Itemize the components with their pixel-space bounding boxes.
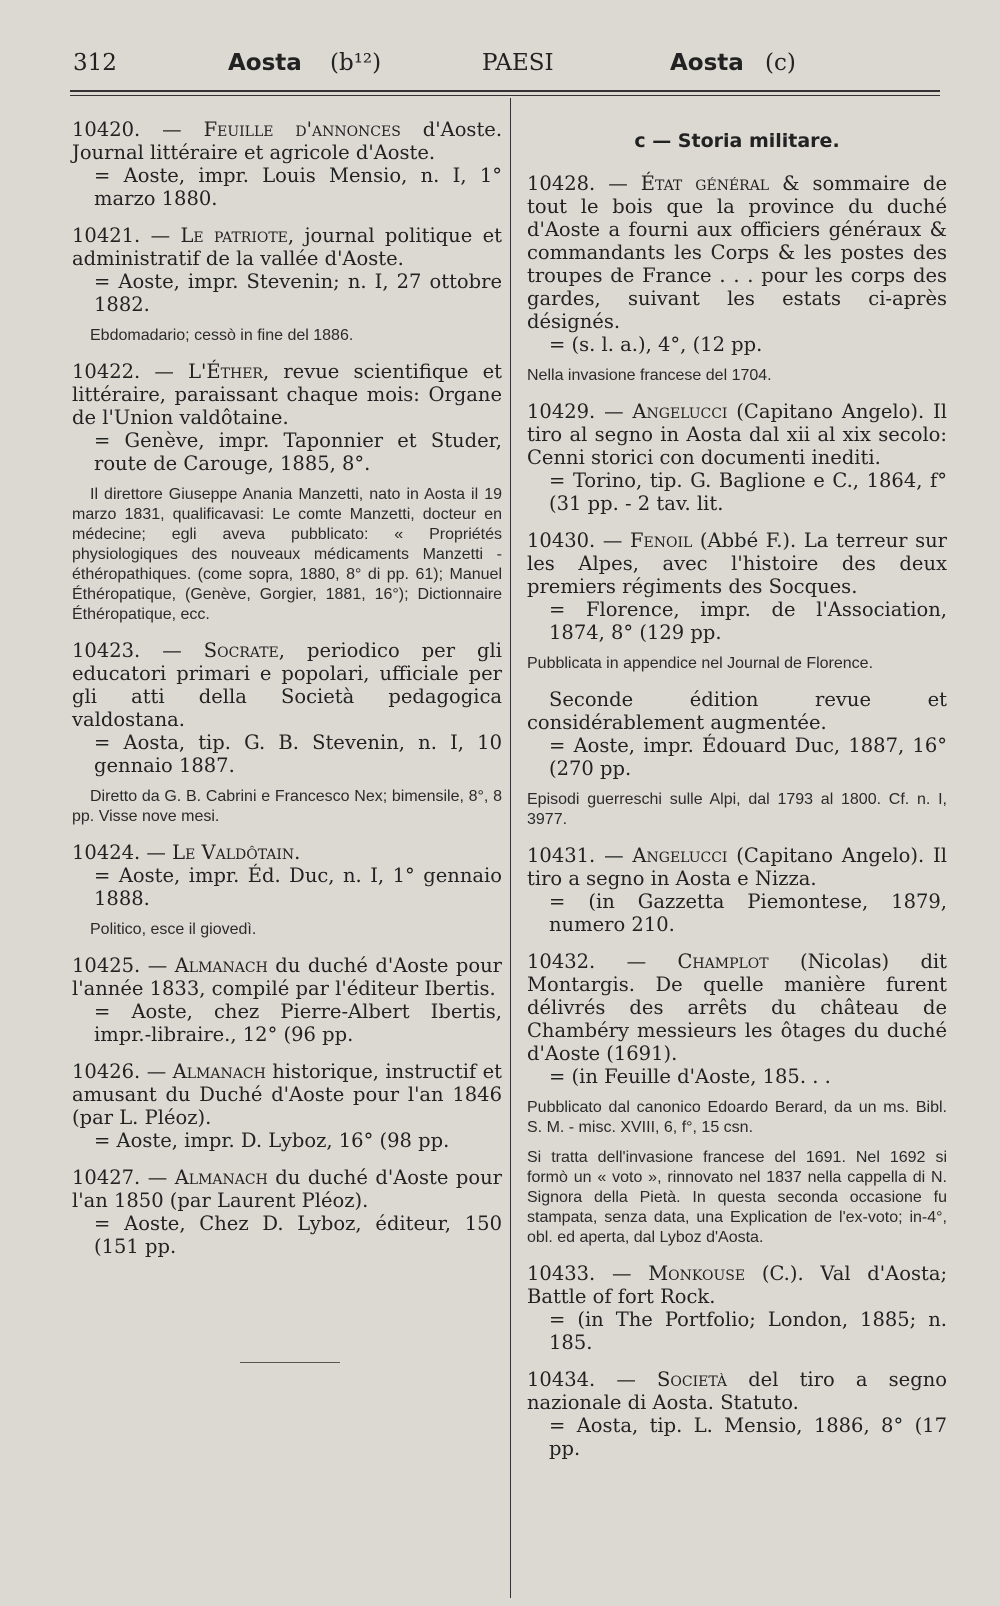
entry-number: 10433. — bbox=[527, 1262, 632, 1285]
entry-title: (Capitano Angelo). Il tiro al segno in Aosta dal xii al xix secolo: Cenni storici con documenti inediti. bbox=[527, 400, 947, 469]
entry-10423 bbox=[72, 639, 502, 777]
entry-note: Pubblicata in appendice nel Journal de Florence. bbox=[527, 655, 874, 672]
entry-title: revue scientifique et littéraire, paraissant chaque mois: Organe de l'Union valdôtaine. bbox=[72, 360, 502, 429]
entry-10431 bbox=[527, 844, 947, 936]
entry-title: (Abbé F.). La terreur sur les Alpes, avec l'histoire des deux premiers régiments des Socques. bbox=[527, 529, 947, 598]
column-divider bbox=[510, 98, 511, 1598]
entry-title: (Capitano Angelo). Il tiro a segno in Aosta e Nizza. bbox=[527, 844, 947, 890]
entry-10422 bbox=[72, 360, 502, 475]
entry-imprint: = Aoste, Chez D. Lyboz, éditeur, 150 (151 pp. bbox=[94, 1212, 502, 1258]
entry-imprint: = (in The Portfolio; London, 1885; n. 185. bbox=[549, 1308, 947, 1354]
entry-10426 bbox=[72, 1060, 502, 1152]
entry-note: Nella invasione francese del 1704. bbox=[527, 367, 772, 384]
entry-note: Politico, esce il giovedì. bbox=[90, 921, 257, 938]
entry-number: 10425. — bbox=[72, 954, 168, 977]
entry-10421 bbox=[72, 224, 502, 316]
right-column bbox=[527, 118, 947, 1474]
entry-author: Feuille d'annonces bbox=[203, 118, 401, 141]
right-running-title: Aosta bbox=[670, 50, 744, 76]
entry-10434 bbox=[527, 1368, 947, 1460]
center-running-title: PAESI bbox=[482, 50, 554, 76]
entry-title: (C.). Val d'Aosta; Battle of fort Rock. bbox=[527, 1262, 948, 1308]
entry-note: Ebdomadario; cessò in fine del 1886. bbox=[90, 327, 354, 344]
entry-10424 bbox=[72, 841, 502, 910]
entry-edition-note: Seconde édition revue et considérablement augmentée. bbox=[527, 688, 947, 734]
entry-author: Le Valdôtain. bbox=[172, 841, 301, 864]
entry-title: (Nicolas) dit Montargis. De quelle manière furent délivrés des arrêts du château de Chambéry messieurs les ôtages du duché d'Aoste (1691). bbox=[527, 950, 947, 1065]
entry-imprint: = (in Gazzetta Piemontese, 1879, numero 210. bbox=[549, 890, 947, 936]
entry-title: & sommaire de tout le bois que la province du duché d'Aoste a fourni aux officiers généraux & commandants les Corps & les postes des troupes de France . . . pour les corps des gardes, suivant les estats ci-après désignés. bbox=[527, 172, 948, 333]
section-heading: c — Storia militare. bbox=[634, 130, 840, 152]
entry-number: 10420. — bbox=[72, 118, 182, 141]
entry-number: 10426. — bbox=[72, 1060, 167, 1083]
entry-author: Almanach bbox=[172, 1060, 266, 1083]
entry-note: Pubblicato dal canonico Edoardo Berard, da un ms. Bibl. S. M. - misc. XVIII, 6, f°, 15 csn. bbox=[527, 1099, 947, 1136]
entry-title: periodico per gli educatori primari e popolari, ufficiale per gli atti della Società pedagogica valdostana. bbox=[72, 639, 503, 731]
running-header bbox=[70, 50, 940, 84]
page-number: 312 bbox=[73, 50, 117, 76]
entry-title: journal politique et administratif de la vallée d'Aoste. bbox=[72, 224, 502, 270]
entry-title: du duché d'Aoste pour l'année 1833, compilé par l'éditeur Ibertis. bbox=[72, 954, 502, 1000]
entry-imprint: = Florence, impr. de l'Association, 1874, 8° (129 pp. bbox=[549, 598, 947, 644]
entry-10430-second-edition bbox=[527, 688, 947, 780]
entry-author: Champlot bbox=[677, 950, 769, 973]
entry-number: 10432. — bbox=[527, 950, 647, 973]
entry-author: Almanach bbox=[174, 954, 268, 977]
left-column bbox=[72, 118, 502, 1272]
entry-author: Fenoil bbox=[629, 529, 693, 552]
entry-author: Angelucci bbox=[632, 400, 728, 423]
entry-imprint: = Aoste, impr. Édouard Duc, 1887, 16° (270 pp. bbox=[549, 734, 947, 780]
entry-title: historique, instructif et amusant du Duché d'Aoste pour l'an 1846 (par L. Pléoz). bbox=[72, 1060, 502, 1129]
entry-10432 bbox=[527, 950, 947, 1088]
entry-title: del tiro a segno nazionale di Aosta. Statuto. bbox=[527, 1368, 947, 1414]
left-running-subtitle: (b¹²) bbox=[330, 50, 382, 76]
entry-number: 10421. — bbox=[72, 224, 171, 247]
entry-number: 10430. — bbox=[527, 529, 623, 552]
entry-imprint: = Aoste, chez Pierre-Albert Ibertis, impr.-libraire., 12° (96 pp. bbox=[94, 1000, 502, 1046]
entry-author: Le patriote, bbox=[180, 224, 295, 247]
entry-imprint: = Aoste, impr. Stevenin; n. I, 27 ottobre 1882. bbox=[94, 270, 502, 316]
entry-10428 bbox=[527, 172, 947, 356]
entry-author: État général bbox=[640, 172, 770, 195]
entry-imprint: = Aoste, impr. Louis Mensio, n. I, 1° marzo 1880. bbox=[94, 164, 502, 210]
entry-10429 bbox=[527, 400, 947, 515]
entry-imprint: = Aoste, impr. Éd. Duc, n. I, 1° gennaio 1888. bbox=[94, 864, 502, 910]
left-running-title: Aosta bbox=[228, 50, 302, 76]
entry-number: 10434. — bbox=[527, 1368, 636, 1391]
header-rule-thin bbox=[70, 95, 940, 96]
entry-imprint: = (in Feuille d'Aoste, 185. . . bbox=[549, 1065, 831, 1088]
right-running-subtitle: (c) bbox=[765, 50, 796, 76]
entry-title: d'Aoste. Journal littéraire et agricole d'Aoste. bbox=[72, 118, 503, 164]
entry-imprint: = Genève, impr. Taponnier et Studer, route de Carouge, 1885, 8°. bbox=[94, 429, 502, 475]
entry-number: 10429. — bbox=[527, 400, 624, 423]
entry-number: 10427. — bbox=[72, 1166, 168, 1189]
entry-note: Si tratta dell'invasione francese del 1691. Nel 1692 si formò un « voto », rinnovato nel 1837 nella cappella di N. Signora della Pietà. In questa seconda occasione fu stampata, senza data, una Explication de l'ex-voto; in-4°, obl. ed aperta, dal Lyboz d'Aosta. bbox=[527, 1149, 947, 1246]
entry-number: 10423. — bbox=[72, 639, 182, 662]
entry-number: 10424. — bbox=[72, 841, 166, 864]
entry-imprint: = (s. l. a.), 4°, (12 pp. bbox=[549, 333, 763, 356]
entry-imprint: = Aosta, tip. L. Mensio, 1886, 8° (17 pp. bbox=[549, 1414, 947, 1460]
entry-10433 bbox=[527, 1262, 947, 1354]
entry-author: Almanach bbox=[174, 1166, 268, 1189]
entry-note: Il direttore Giuseppe Anania Manzetti, nato in Aosta il 19 marzo 1831, qualificavasi: Le comte Manzetti, docteur en médecine; egli aveva pubblicato: « Propriétés physiologiques des nouveaux médicaments Manzetti - éthéropathiques. (come sopra, 1880, 8° di pp. 61); Manuel Éthéropatique, (Genève, Gorgier, 1881, 16°); Dictionnaire Éthéropatique, ecc. bbox=[72, 486, 502, 623]
entry-imprint: = Torino, tip. G. Baglione e C., 1864, f° (31 pp. - 2 tav. lit. bbox=[549, 469, 947, 515]
entry-10427 bbox=[72, 1166, 502, 1258]
entry-number: 10428. — bbox=[527, 172, 628, 195]
entry-author: Società bbox=[657, 1368, 728, 1391]
entry-10430 bbox=[527, 529, 947, 644]
entry-note: Diretto da G. B. Cabrini e Francesco Nex; bimensile, 8°, 8 pp. Visse nove mesi. bbox=[72, 788, 502, 825]
entry-imprint: = Aoste, impr. D. Lyboz, 16° (98 pp. bbox=[94, 1129, 450, 1152]
entry-author: Angelucci bbox=[632, 844, 728, 867]
entry-10425 bbox=[72, 954, 502, 1046]
entry-note: Episodi guerreschi sulle Alpi, dal 1793 al 1800. Cf. n. I, 3977. bbox=[527, 791, 947, 828]
entry-number: 10422. — bbox=[72, 360, 174, 383]
column-end-rule bbox=[240, 1362, 340, 1363]
entry-author: Monkouse bbox=[648, 1262, 746, 1285]
entry-number: 10431. — bbox=[527, 844, 624, 867]
entry-10420 bbox=[72, 118, 502, 210]
entry-imprint: = Aosta, tip. G. B. Stevenin, n. I, 10 gennaio 1887. bbox=[94, 731, 502, 777]
header-rule-thick bbox=[70, 90, 940, 92]
entry-author: L'Éther, bbox=[188, 360, 270, 383]
entry-title: du duché d'Aoste pour l'an 1850 (par Laurent Pléoz). bbox=[72, 1166, 502, 1212]
entry-author: Socrate, bbox=[203, 639, 285, 662]
